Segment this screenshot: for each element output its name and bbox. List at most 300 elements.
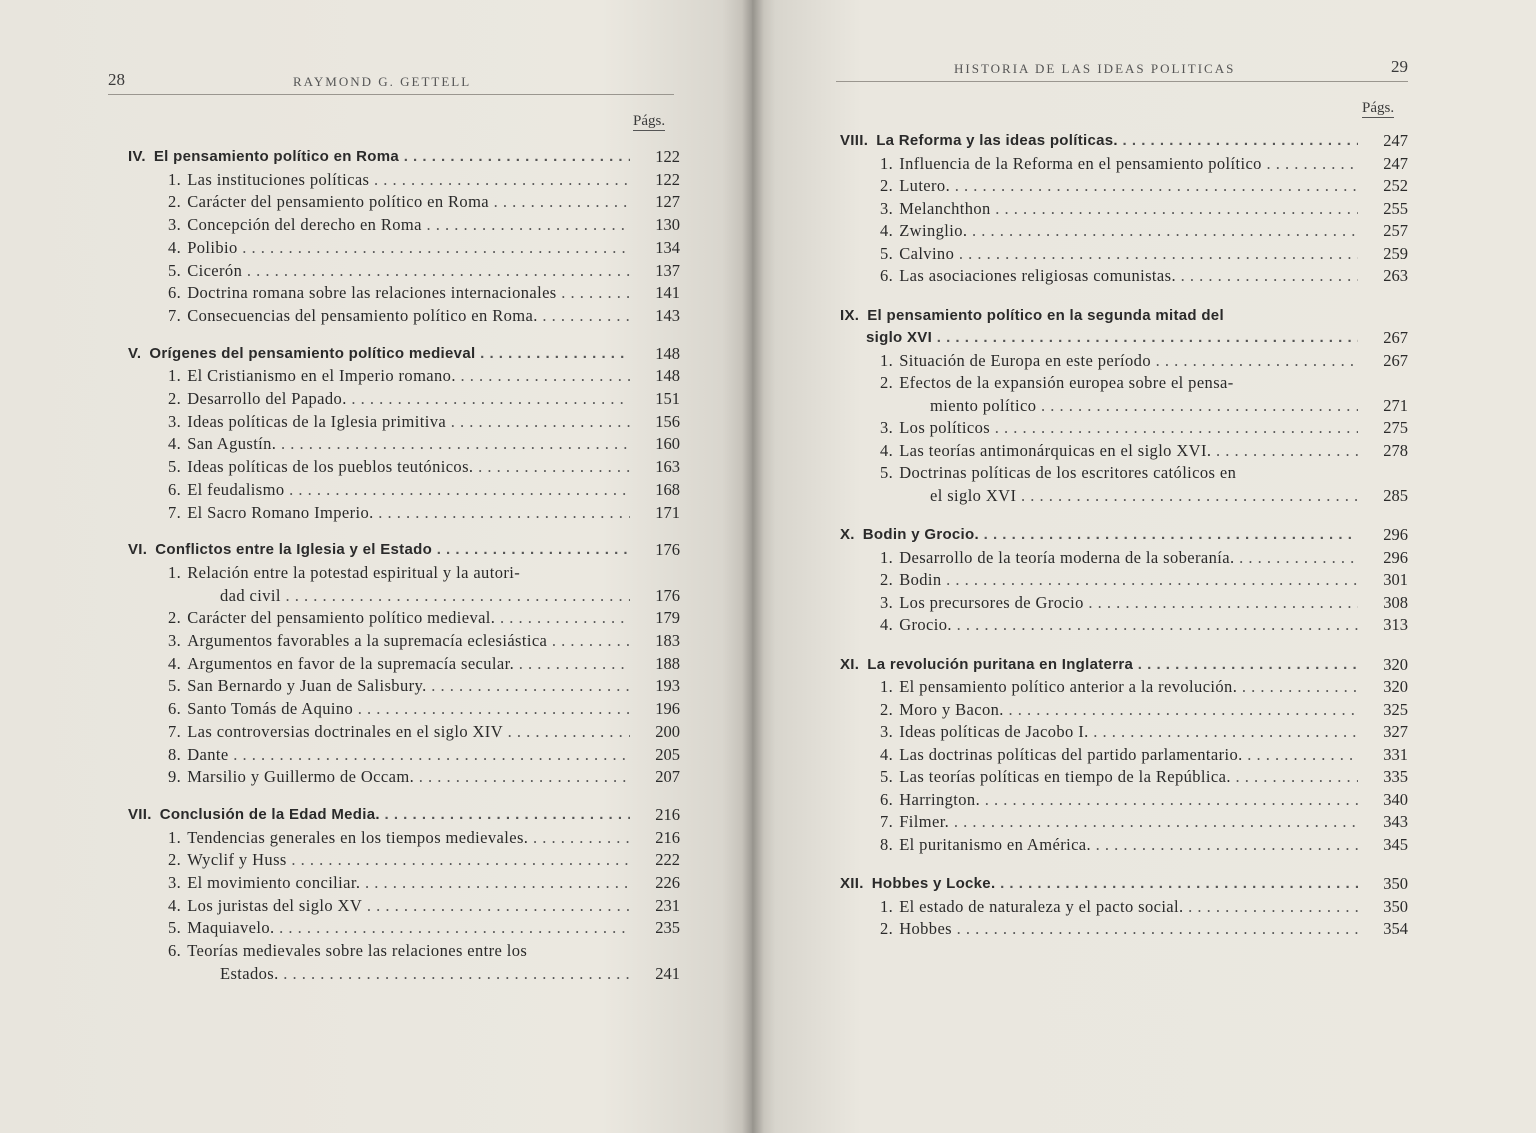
page-ref: 271 xyxy=(1383,395,1408,415)
entry-number: 2. xyxy=(168,389,182,408)
book-gutter xyxy=(742,0,764,1133)
toc-entry xyxy=(128,388,680,410)
page-number: 29 xyxy=(1391,57,1408,76)
entry-title-cont: dad civil . . . xyxy=(220,585,630,607)
entry-title xyxy=(168,698,630,720)
page-ref: 331 xyxy=(1383,744,1408,764)
toc-entry xyxy=(840,896,1408,918)
chapter-title-text: La Reforma y las ideas políticas. xyxy=(876,132,1118,149)
entry-number: 4. xyxy=(880,615,894,634)
toc-entry xyxy=(128,365,680,387)
entry-number: 2. xyxy=(880,570,894,589)
toc-entry xyxy=(840,699,1408,721)
toc-entry xyxy=(128,411,680,433)
entry-number: 7. xyxy=(880,812,894,831)
entry-number: 2. xyxy=(168,192,182,212)
page-ref: 148 xyxy=(655,366,680,386)
chapter-title xyxy=(128,804,630,826)
entry-title xyxy=(880,153,1358,175)
page-ref: 235 xyxy=(655,918,680,938)
entry-title-text: El pensamiento político anterior a la revolución. xyxy=(899,677,1238,696)
pags-label: Págs. xyxy=(633,113,666,129)
page-ref: 241 xyxy=(655,963,680,983)
entry-title-text: Doctrinas políticas de los escritores católicos en xyxy=(899,463,1237,482)
chapter-number: VIII. xyxy=(840,132,869,149)
chapter-number: X. xyxy=(840,526,855,543)
chapter-heading xyxy=(128,804,680,826)
entry-title xyxy=(880,614,1358,636)
toc-entry xyxy=(128,849,680,871)
toc-entry xyxy=(840,614,1408,636)
toc-entry xyxy=(128,479,680,501)
page-ref: 320 xyxy=(1383,677,1408,696)
chapter-title-cont: siglo XVI . . . xyxy=(866,327,1358,349)
entry-number: 8. xyxy=(880,834,894,854)
entry-title xyxy=(168,214,630,236)
entry-title xyxy=(880,676,1358,698)
entry-title xyxy=(168,237,630,259)
entry-number: 7. xyxy=(168,502,182,522)
entry-title-text: Las asociaciones religiosas comunistas. xyxy=(899,266,1176,285)
entry-title-text: Carácter del pensamiento político en Roma xyxy=(187,192,490,212)
chapter-heading xyxy=(840,654,1408,676)
entry-title-text: Las teorías políticas en tiempo de la República. xyxy=(899,767,1231,786)
page-ref: 259 xyxy=(1383,243,1408,263)
toc-entry xyxy=(128,456,680,478)
entry-title-text: Los precursores de Grocio xyxy=(899,592,1084,612)
toc-entry xyxy=(840,744,1408,766)
entry-title-text: Harrington. xyxy=(899,789,981,809)
page-ref: 247 xyxy=(1383,153,1408,173)
entry-title xyxy=(168,456,630,478)
toc-entry xyxy=(128,630,680,652)
page-ref: 179 xyxy=(655,608,680,628)
right-running-head xyxy=(836,57,1408,82)
entry-number: 5. xyxy=(168,457,182,477)
toc-entry xyxy=(128,433,680,455)
entry-title xyxy=(880,918,1358,940)
entry-title xyxy=(880,699,1358,721)
entry-title xyxy=(168,282,630,304)
entry-title xyxy=(168,562,680,584)
toc-entry xyxy=(128,191,680,213)
entry-number: 3. xyxy=(168,873,182,892)
entry-title-text: Efectos de la expansión europea sobre el pensa- xyxy=(899,373,1234,392)
entry-title xyxy=(168,191,630,213)
entry-number: 6. xyxy=(168,941,182,961)
entry-number: 1. xyxy=(880,896,894,916)
page-ref: 285 xyxy=(1383,485,1408,505)
chapter-number: IX. xyxy=(840,306,860,324)
entry-number: 3. xyxy=(880,722,894,741)
chapter-number: IV. xyxy=(128,148,146,165)
page-ref: 320 xyxy=(1383,654,1408,674)
entry-number: 5. xyxy=(168,676,182,696)
page-ref: 267 xyxy=(1383,350,1408,370)
entry-title xyxy=(168,721,630,743)
entry-number: 6. xyxy=(880,266,894,285)
toc-entry xyxy=(128,169,680,191)
page-ref: 193 xyxy=(655,676,680,696)
entry-title-cont: Estados. . . . xyxy=(220,963,630,985)
page-ref: 141 xyxy=(655,283,680,303)
page-ref: 255 xyxy=(1383,198,1408,218)
page-ref: 350 xyxy=(1383,896,1408,916)
page-ref: 301 xyxy=(1383,570,1408,589)
entry-title-text: Carácter del pensamiento político medieval. xyxy=(187,608,496,628)
entry-number: 1. xyxy=(880,677,894,696)
entry-title xyxy=(880,175,1358,197)
entry-number: 2. xyxy=(880,373,894,392)
entry-number: 6. xyxy=(168,479,182,499)
entry-title xyxy=(168,744,630,766)
chapter-heading xyxy=(128,343,680,365)
entry-number: 1. xyxy=(880,153,894,173)
chapter-title xyxy=(840,873,1358,895)
entry-title-text: San Bernardo y Juan de Salisbury. xyxy=(187,676,427,696)
page-ref: 313 xyxy=(1383,615,1408,634)
entry-number: 1. xyxy=(168,366,182,386)
chapter-title xyxy=(128,343,630,365)
entry-number: 5. xyxy=(168,918,182,938)
toc-entry-continuation xyxy=(128,963,680,985)
entry-title xyxy=(880,744,1358,766)
entry-title-text: Relación entre la potestad espiritual y la autori- xyxy=(187,562,521,582)
entry-title xyxy=(168,479,630,501)
toc-entry xyxy=(128,766,680,788)
entry-title-text: Filmer. xyxy=(899,812,950,831)
entry-title xyxy=(880,547,1358,569)
toc-entry xyxy=(128,214,680,236)
chapter-title xyxy=(840,130,1358,152)
chapter-title-text: El pensamiento político en la segunda mitad del xyxy=(867,306,1224,324)
toc-entry xyxy=(128,675,680,697)
entry-title xyxy=(880,569,1358,591)
entry-number: 3. xyxy=(880,198,894,218)
entry-title xyxy=(880,372,1408,394)
toc-entry xyxy=(128,698,680,720)
entry-title xyxy=(168,653,630,675)
entry-title xyxy=(168,365,630,387)
toc-entry xyxy=(128,721,680,743)
entry-number: 4. xyxy=(168,653,182,673)
entry-number: 4. xyxy=(880,440,894,460)
entry-title xyxy=(168,607,630,629)
entry-title-text: Argumentos favorables a la supremacía eclesiástica xyxy=(187,631,548,650)
entry-title-text: Zwinglio. xyxy=(899,221,968,240)
pags-label: Págs. xyxy=(1362,100,1395,116)
toc-entry xyxy=(840,220,1408,242)
entry-title-text: Argumentos en favor de la supremacía secular. xyxy=(187,653,515,673)
page-ref: 257 xyxy=(1383,221,1408,240)
page-ref: 183 xyxy=(655,631,680,650)
toc-entry xyxy=(840,766,1408,788)
entry-title xyxy=(880,417,1358,439)
page-ref: 143 xyxy=(655,305,680,325)
entry-title xyxy=(880,265,1358,287)
page-ref: 340 xyxy=(1383,789,1408,809)
entry-number: 4. xyxy=(880,744,894,764)
page-ref: 343 xyxy=(1383,812,1408,831)
left-page xyxy=(0,0,752,1133)
entry-title-text: Maquiavelo. xyxy=(187,918,275,938)
entry-title-text: Melanchthon xyxy=(899,198,991,218)
page-ref: 205 xyxy=(655,744,680,764)
entry-title xyxy=(168,305,630,327)
entry-number: 3. xyxy=(168,215,182,235)
entry-title-text: Tendencias generales en los tiempos medievales. xyxy=(187,827,529,847)
entry-title-text: Dante xyxy=(187,744,229,764)
entry-title xyxy=(880,721,1358,743)
entry-title xyxy=(880,462,1408,484)
entry-number: 2. xyxy=(880,699,894,719)
chapter-title-text: Conflictos entre la Iglesia y el Estado xyxy=(155,541,433,559)
toc-entry xyxy=(840,918,1408,940)
entry-title-text: Consecuencias del pensamiento político en Roma. xyxy=(187,305,538,325)
toc-entry xyxy=(840,243,1408,265)
page-ref: 325 xyxy=(1383,699,1408,719)
entry-title-text: Ideas políticas de Jacobo I. xyxy=(899,722,1089,741)
chapter-title-text: Conclusión de la Edad Media. xyxy=(159,805,380,823)
page-ref: 122 xyxy=(655,147,680,166)
entry-number: 7. xyxy=(168,721,182,741)
toc-entry xyxy=(128,744,680,766)
toc-entry xyxy=(840,265,1408,287)
entry-title-text: Polibio xyxy=(187,237,238,257)
entry-number: 1. xyxy=(168,169,182,189)
chapter-title-text: La revolución puritana en Inglaterra xyxy=(867,655,1134,673)
page-ref: 267 xyxy=(1383,328,1408,347)
entry-title-text: El estado de naturaleza y el pacto social. xyxy=(899,896,1184,916)
entry-number: 5. xyxy=(168,260,182,280)
toc-entry xyxy=(840,462,1408,484)
entry-title xyxy=(168,502,630,524)
entry-title xyxy=(880,811,1358,833)
entry-title-text: Wyclif y Huss xyxy=(187,850,287,870)
chapter-number: XII. xyxy=(840,875,864,892)
toc-entry xyxy=(128,282,680,304)
chapter-title-text: Orígenes del pensamiento político medieval xyxy=(149,344,476,362)
entry-title-text: Cicerón xyxy=(187,260,243,280)
entry-number: 1. xyxy=(880,350,894,370)
entry-title xyxy=(168,917,630,939)
entry-title xyxy=(880,440,1358,462)
entry-title-text: Ideas políticas de los pueblos teutónicos. xyxy=(187,457,474,477)
page-ref: 156 xyxy=(655,411,680,431)
chapter-heading xyxy=(840,524,1408,546)
chapter-heading xyxy=(840,130,1408,152)
toc-entry xyxy=(840,153,1408,175)
page-ref: 247 xyxy=(1383,131,1408,150)
page-ref: 168 xyxy=(655,479,680,499)
entry-title xyxy=(168,766,630,788)
entry-title xyxy=(168,433,630,455)
entry-title xyxy=(880,220,1358,242)
entry-title-text: El feudalismo xyxy=(187,479,285,499)
page-ref: 296 xyxy=(1383,525,1408,544)
page-ref: 231 xyxy=(655,895,680,915)
entry-title-text: Influencia de la Reforma en el pensamiento político xyxy=(899,153,1262,173)
entry-number: 9. xyxy=(168,767,182,787)
page-ref: 148 xyxy=(655,343,680,363)
chapter-heading xyxy=(128,539,680,561)
toc-entry xyxy=(840,811,1408,833)
entry-title xyxy=(880,592,1358,614)
page-ref: 335 xyxy=(1383,767,1408,786)
entry-title-text: Concepción del derecho en Roma xyxy=(187,215,422,235)
running-head-title: HISTORIA DE LAS IDEAS POLITICAS xyxy=(954,61,1236,76)
page-ref: 151 xyxy=(655,389,680,408)
entry-number: 2. xyxy=(168,608,182,628)
page-ref: 296 xyxy=(1383,547,1408,567)
entry-number: 4. xyxy=(168,895,182,915)
entry-title-text: San Agustín. xyxy=(187,434,277,454)
toc-entry-continuation xyxy=(128,585,680,607)
page-ref: 345 xyxy=(1383,834,1408,854)
chapter-title xyxy=(128,146,630,168)
page-ref: 327 xyxy=(1383,722,1408,741)
entry-title-cont: miento político . . . xyxy=(930,395,1358,417)
left-running-head xyxy=(108,70,674,95)
page-ref: 134 xyxy=(655,237,680,257)
page-ref: 196 xyxy=(655,699,680,719)
entry-title-text: Los políticos xyxy=(899,418,991,437)
toc-entry xyxy=(840,592,1408,614)
entry-number: 6. xyxy=(880,789,894,809)
entry-title-text: Desarrollo del Papado. xyxy=(187,389,347,408)
entry-title xyxy=(880,834,1358,856)
entry-title-text: Grocio. xyxy=(899,615,952,634)
page-ref: 278 xyxy=(1383,440,1408,460)
page-ref: 216 xyxy=(655,827,680,847)
entry-title-text: Marsilio y Guillermo de Occam. xyxy=(187,767,415,787)
page-ref: 222 xyxy=(655,850,680,870)
entry-title xyxy=(880,243,1358,265)
entry-title-text: Las teorías antimonárquicas en el siglo XVI. xyxy=(899,440,1212,460)
entry-title-text: El movimiento conciliar. xyxy=(187,873,361,892)
page-ref: 122 xyxy=(655,169,680,189)
page-number: 28 xyxy=(108,70,125,89)
entry-title xyxy=(880,350,1358,372)
entry-title-text: Las instituciones políticas xyxy=(187,169,370,189)
toc-entry xyxy=(840,350,1408,372)
page-ref: 263 xyxy=(1383,266,1408,285)
page-ref: 137 xyxy=(655,260,680,280)
chapter-number: V. xyxy=(128,344,142,362)
toc-entry xyxy=(840,834,1408,856)
toc-entry xyxy=(840,440,1408,462)
page-ref: 127 xyxy=(655,192,680,212)
chapter-title xyxy=(840,305,1358,327)
chapter-title xyxy=(840,654,1358,676)
entry-title-text: El puritanismo en América. xyxy=(899,834,1092,854)
entry-number: 2. xyxy=(880,176,894,195)
running-head-title: RAYMOND G. GETTELL xyxy=(293,74,472,89)
entry-title xyxy=(880,766,1358,788)
entry-title xyxy=(168,169,630,191)
toc-entry xyxy=(840,547,1408,569)
entry-title-text: Desarrollo de la teoría moderna de la soberanía. xyxy=(899,547,1235,567)
toc-entry xyxy=(840,175,1408,197)
entry-title xyxy=(880,789,1358,811)
entry-title xyxy=(168,827,630,849)
page-ref: 207 xyxy=(655,767,680,787)
toc-entry xyxy=(840,569,1408,591)
page-ref: 354 xyxy=(1383,919,1408,938)
entry-title-text: Teorías medievales sobre las relaciones entre los xyxy=(187,941,528,961)
chapter-title-text: El pensamiento político en Roma xyxy=(153,148,400,165)
page-ref: 176 xyxy=(655,585,680,605)
chapter-number: VII. xyxy=(128,805,152,823)
entry-title xyxy=(168,411,630,433)
toc-entry-continuation xyxy=(840,485,1408,507)
page-ref: 160 xyxy=(655,434,680,454)
entry-number: 7. xyxy=(168,305,182,325)
page-ref: 226 xyxy=(655,873,680,892)
entry-number: 5. xyxy=(880,243,894,263)
chapter-heading xyxy=(128,146,680,168)
page-ref: 171 xyxy=(655,502,680,522)
toc-entry xyxy=(128,895,680,917)
entry-number: 8. xyxy=(168,744,182,764)
chapter-title-text: Hobbes y Locke. xyxy=(871,875,996,892)
toc-entry xyxy=(128,872,680,894)
toc-entry xyxy=(128,827,680,849)
entry-title-text: El Cristianismo en el Imperio romano. xyxy=(187,366,456,386)
entry-title-text: Bodin xyxy=(899,570,942,589)
entry-number: 5. xyxy=(880,767,894,786)
page-ref: 200 xyxy=(655,721,680,741)
toc-entry xyxy=(840,417,1408,439)
entry-title xyxy=(168,895,630,917)
chapter-heading-continuation xyxy=(840,327,1408,349)
entry-title xyxy=(168,940,680,962)
entry-number: 2. xyxy=(880,919,894,938)
entry-number: 6. xyxy=(168,699,182,719)
entry-title xyxy=(880,896,1358,918)
entry-title-text: Doctrina romana sobre las relaciones internacionales xyxy=(187,283,557,303)
chapter-title-text: Bodin y Grocio. xyxy=(862,526,979,543)
entry-title-text: Ideas políticas de la Iglesia primitiva xyxy=(187,411,447,431)
entry-number: 1. xyxy=(168,827,182,847)
entry-number: 4. xyxy=(168,434,182,454)
entry-title xyxy=(168,260,630,282)
entry-number: 1. xyxy=(168,562,182,582)
entry-title-text: Las controversias doctrinales en el siglo XIV xyxy=(187,721,504,741)
entry-title-text: El Sacro Romano Imperio. xyxy=(187,502,374,522)
page-ref: 252 xyxy=(1383,176,1408,195)
chapter-number: XI. xyxy=(840,655,860,673)
entry-number: 1. xyxy=(880,547,894,567)
toc-entry-continuation xyxy=(840,395,1408,417)
toc-entry xyxy=(128,562,680,584)
chapter-title xyxy=(128,539,630,561)
chapter-heading xyxy=(840,873,1408,895)
entry-title xyxy=(168,849,630,871)
entry-number: 4. xyxy=(880,221,894,240)
entry-number: 3. xyxy=(880,592,894,612)
toc-entry xyxy=(840,372,1408,394)
entry-title xyxy=(168,388,630,410)
page-ref: 216 xyxy=(655,804,680,824)
entry-title xyxy=(168,675,630,697)
entry-number: 4. xyxy=(168,237,182,257)
toc-entry xyxy=(128,260,680,282)
entry-title-text: Hobbes xyxy=(899,919,952,938)
toc-entry xyxy=(128,502,680,524)
toc-entry xyxy=(840,676,1408,698)
toc-entry xyxy=(840,789,1408,811)
